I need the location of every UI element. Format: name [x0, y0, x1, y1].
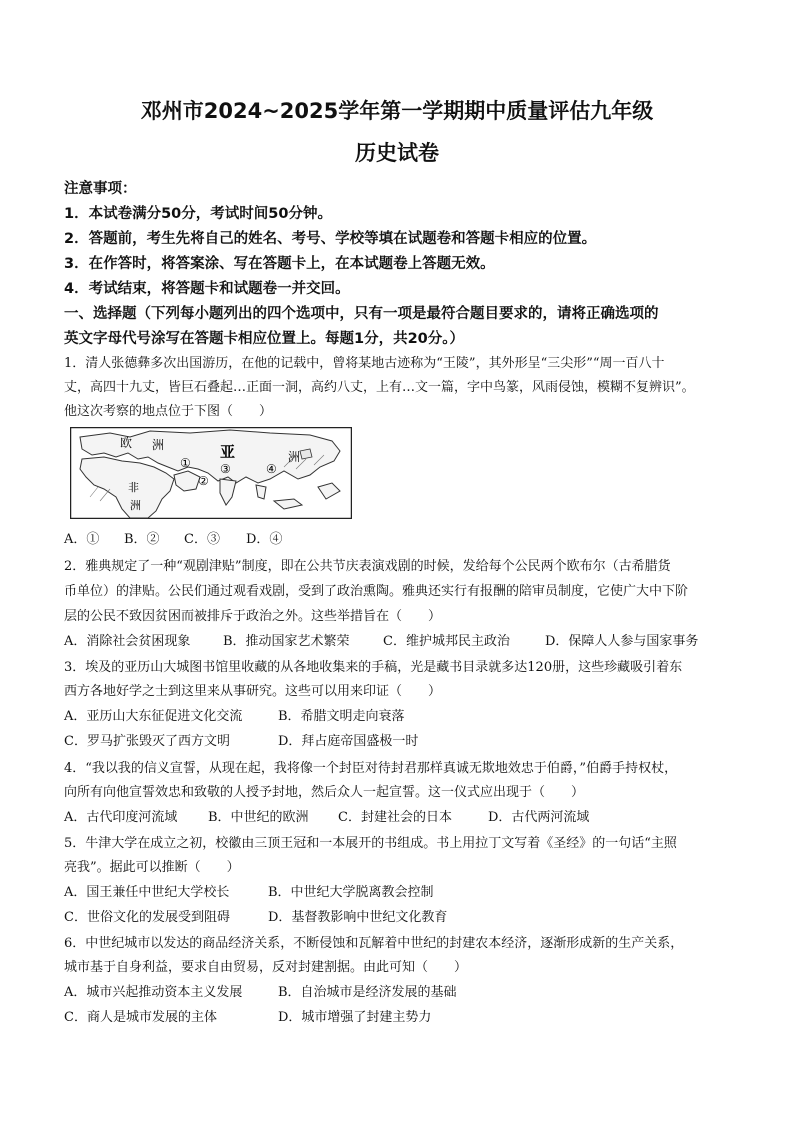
page-title: 邓州市2024~2025学年第一学期期中质量评估九年级: [140, 99, 654, 123]
question-1-text: 他这次考察的地点位于下图（ ）: [64, 404, 273, 419]
note-item: 3．在作答时，将答案涂、写在答题卡上，在本试题卷上答题无效。: [64, 256, 495, 272]
option-c[interactable]: C．世俗文化的发展受到阻碍: [64, 910, 230, 925]
southeast-asia-landmass: [256, 485, 266, 499]
option-a[interactable]: A．消除社会贫困现象: [64, 634, 191, 649]
map-marker-1: ①: [180, 456, 191, 470]
question-2-options: [64, 630, 698, 649]
map-label: 亚: [220, 443, 236, 461]
note-item: 4．考试结束，将答题卡和试题卷一并交回。: [64, 281, 350, 297]
option-d[interactable]: D．城市增强了封建主势力: [278, 1010, 432, 1025]
question-6-options: [64, 1006, 431, 1025]
option-b[interactable]: B．推动国家艺术繁荣: [223, 634, 350, 649]
option-d[interactable]: D．基督教影响中世纪文化教育: [268, 910, 448, 925]
question-6-options: [64, 981, 457, 1000]
map-marker-4: ④: [266, 462, 277, 476]
option-d[interactable]: D．④: [246, 532, 283, 547]
question-1-text: 1．清人张德彝多次出国游历，在他的记载中，曾将某地古迹称为“王陵”，其外形呈“三尖形”“周一百八十: [64, 356, 665, 371]
option-d[interactable]: D．拜占庭帝国盛极一时: [278, 734, 419, 749]
question-4-options: [64, 806, 589, 825]
note-item: 2．答题前，考生先将自己的姓名、考号、学校等填在试题卷和答题卡相应的位置。: [64, 231, 597, 247]
question-1-options: [64, 528, 282, 547]
option-b[interactable]: B．希腊文明走向衰落: [278, 709, 405, 724]
option-c[interactable]: C．商人是城市发展的主体: [64, 1010, 217, 1025]
question-2-text: 币单位）的津贴。公民们通过观看戏剧，受到了政治熏陶。雅典还实行有报酬的陪审员制度，它使广大中下阶: [64, 584, 689, 599]
question-6-text: 6．中世纪城市以发达的商品经济关系，不断侵蚀和瓦解着中世纪的封建农本经济，逐渐形成新的生产关系，: [64, 936, 684, 951]
option-c[interactable]: C．维护城邦民主政治: [383, 634, 510, 649]
question-1-text: 丈，高四十九丈，皆巨石叠起…正面一洞，高约八丈，上有…文一篇，字中鸟篆，风雨侵蚀，模糊不复辨识”。: [64, 380, 695, 395]
option-d[interactable]: D．古代两河流域: [488, 810, 590, 825]
map-label: 非: [128, 481, 139, 494]
option-a[interactable]: A．①: [64, 532, 100, 547]
world-map-figure: [70, 427, 352, 519]
option-d[interactable]: D．保障人人参与国家事务: [545, 634, 699, 649]
question-4-text: 向所有向他宣誓效忠和致敬的人授予封地，然后众人一起宣誓。这一仪式应出现于（ ）: [64, 785, 585, 800]
map-label: 洲: [152, 438, 165, 452]
section-heading: 一、选择题（下列每小题列出的四个选项中，只有一项是最符合题目要求的，请将正确选项的: [64, 306, 659, 322]
section-heading-cont: 英文字母代号涂写在答题卡相应位置上。每题1分，共20分。）: [64, 331, 465, 347]
question-2-text: 层的公民不致因贫困而被排斥于政治之外。这些举措旨在（ ）: [64, 609, 442, 624]
option-a[interactable]: A．亚历山大东征促进文化交流: [64, 709, 243, 724]
option-a[interactable]: A．古代印度河流域: [64, 810, 178, 825]
option-b[interactable]: B．中世纪的欧洲: [208, 810, 309, 825]
question-3-text: 3．埃及的亚历山大城图书馆里收藏的从各地收集来的手稿，光是藏书目录就多达120册，这些珍藏吸引着东: [64, 660, 683, 675]
option-a[interactable]: A．国王兼任中世纪大学校长: [64, 885, 230, 900]
question-5-text: 5．牛津大学在成立之初，校徽由三顶王冠和一本展开的书组成。书上用拉丁文写着《圣经》的一句话“主照: [64, 836, 677, 851]
question-5-options: [64, 881, 434, 900]
question-5-options: [64, 906, 447, 925]
map-label: 欧: [120, 436, 133, 450]
island-landmass: [300, 449, 312, 459]
question-6-text: 城市基于自身利益，要求自由贸易，反对封建割据。由此可知（ ）: [64, 960, 468, 975]
map-label: 洲: [288, 450, 301, 464]
question-3-options: [64, 730, 418, 749]
page-subtitle: 历史试卷: [355, 141, 439, 165]
note-item: 1．本试卷满分50分，考试时间50分钟。: [64, 206, 332, 222]
option-b[interactable]: B．②: [124, 532, 160, 547]
option-c[interactable]: C．罗马扩张毁灭了西方文明: [64, 734, 230, 749]
notes-heading: 注意事项：: [64, 181, 137, 197]
question-5-text: 亮我”。据此可以推断（ ）: [64, 860, 240, 875]
question-3-text: 西方各地好学之士到这里来从事研究。这些可以用来印证（ ）: [64, 684, 442, 699]
option-c[interactable]: C．③: [184, 532, 220, 547]
question-4-text: 4．“我以我的信义宣誓，从现在起，我将像一个封臣对待封君那样真诚无欺地效忠于伯爵，”伯爵手持权杖，: [64, 761, 678, 776]
question-3-options: [64, 705, 405, 724]
option-a[interactable]: A．城市兴起推动资本主义发展: [64, 985, 243, 1000]
map-label: 洲: [130, 499, 141, 512]
question-2-text: 2．雅典规定了一种“观剧津贴”制度，即在公共节庆表演戏剧的时候，发给每个公民两个欧布尔（古希腊货: [64, 559, 671, 574]
option-c[interactable]: C．封建社会的日本: [338, 810, 452, 825]
map-marker-3: ③: [220, 462, 231, 476]
map-marker-2: ②: [198, 474, 209, 488]
option-b[interactable]: B．自治城市是经济发展的基础: [278, 985, 457, 1000]
option-b[interactable]: B．中世纪大学脱离教会控制: [268, 885, 434, 900]
